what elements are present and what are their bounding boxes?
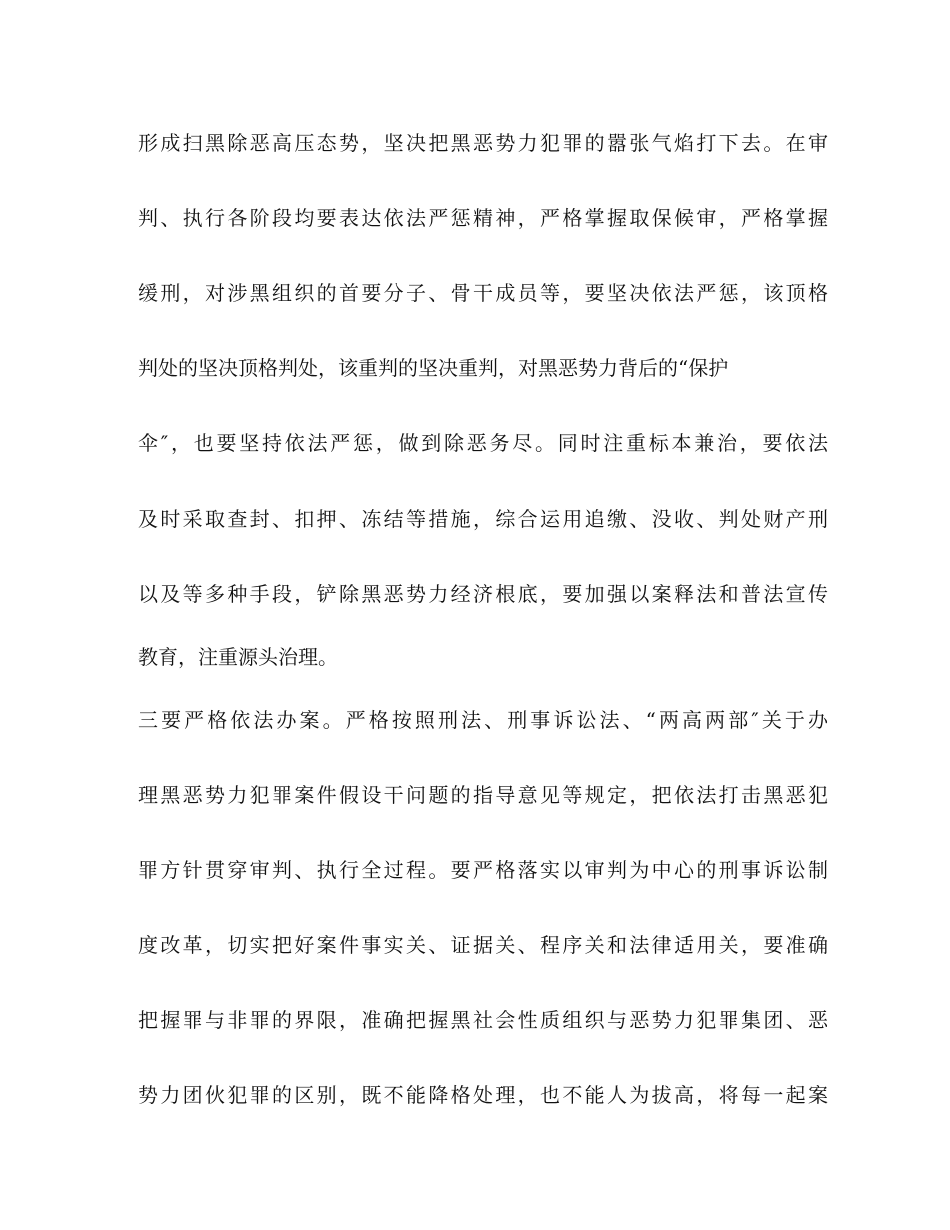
text-line: 及时采取查封、扣押、冻结等措施，综合运用追缴、没收、判处财产刑	[138, 507, 828, 531]
text-line: 度改革，切实把好案件事实关、证据关、程序关和法律适用关，要准确	[138, 933, 828, 957]
text-line: 以及等多种手段，铲除黑恶势力经济根底，要加强以案释法和普法宣传	[138, 582, 828, 606]
text-line: 把握罪与非罪的界限，准确把握黑社会性质组织与恶势力犯罪集团、恶	[138, 1008, 828, 1032]
text-line: 罪方针贯穿审判、执行全过程。要严格落实以审判为中心的刑事诉讼制	[138, 858, 828, 882]
text-line: 缓刑，对涉黑组织的首要分子、骨干成员等，要坚决依法严惩，该顶格	[138, 281, 828, 305]
paragraph-start-line: 三要严格依法办案。严格按照刑法、刑事诉讼法、“两高两部″关于办	[138, 708, 828, 732]
text-line: 判处的坚决顶格判处，该重判的坚决重判，对黑恶势力背后的“保护	[138, 356, 729, 380]
text-line: 理黑恶势力犯罪案件假设干问题的指导意见等规定，把依法打击黑恶犯	[138, 783, 828, 807]
text-line: 伞″，也要坚持依法严惩，做到除恶务尽。同时注重标本兼治，要依法	[138, 431, 828, 455]
text-line: 判、执行各阶段均要表达依法严惩精神，严格掌握取保候审，严格掌握	[138, 206, 828, 230]
text-line: 教育，注重源头治理。	[138, 645, 338, 669]
text-line: 形成扫黑除恶高压态势，坚决把黑恶势力犯罪的嚣张气焰打下去。在审	[138, 131, 828, 155]
text-line: 势力团伙犯罪的区别，既不能降格处理，也不能人为拔高，将每一起案	[138, 1083, 828, 1107]
